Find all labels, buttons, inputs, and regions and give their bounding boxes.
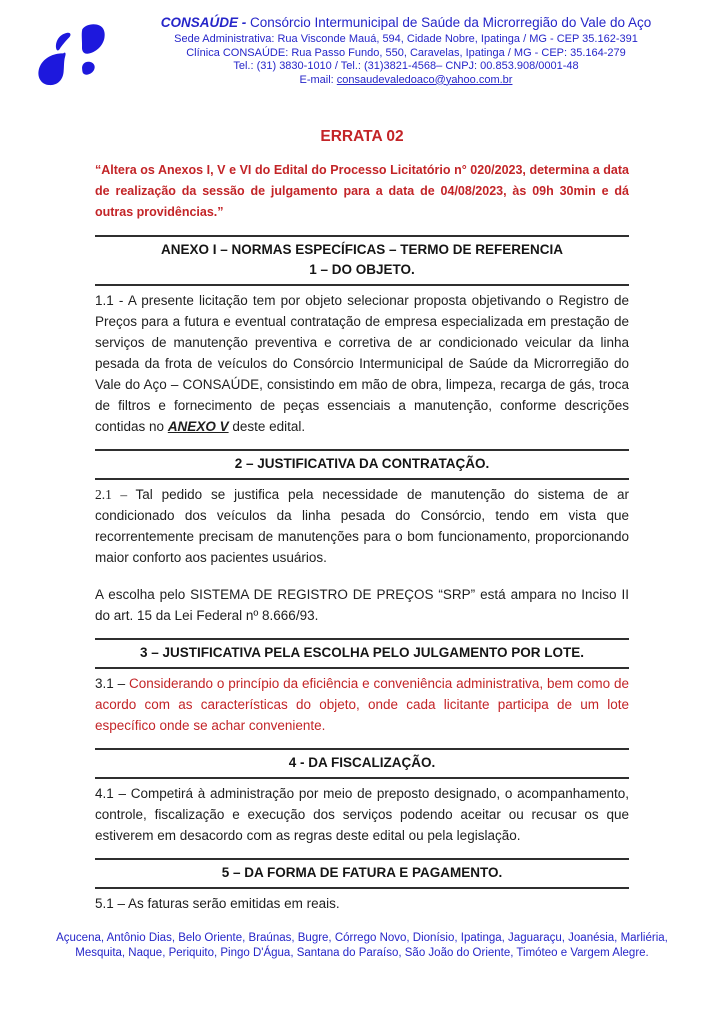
clause-3-1 [95, 673, 629, 736]
clause-3-1-marker: 3.1 – [95, 676, 129, 691]
clause-4-1 [95, 783, 629, 846]
heading-justificativa-contratacao-text: 2 – JUSTIFICATIVA DA CONTRATAÇÃO. [234, 456, 490, 471]
org-name-rest: Consórcio Intermunicipal de Saúde da Microrregião do Vale do Aço [246, 15, 652, 30]
email-link[interactable]: consaudevaledoaco@yahoo.com.br [336, 73, 513, 86]
consaude-logo-icon [34, 22, 108, 92]
heading-fatura-pagamento-text: 5 – DA FORMA DE FATURA E PAGAMENTO. [221, 865, 503, 880]
clause-3-1-text: Considerando o princípio da eficiência e conveniência administrativa, bem como de acordo com as características do objeto, onde cada licitante participa de um lote específico onde se achar conveniente. [95, 676, 629, 733]
clause-1-1 [95, 290, 629, 437]
heading-anexo-i-line1: ANEXO I – NORMAS ESPECÍFICAS – TERMO DE REFERENCIA [160, 242, 564, 257]
phones-cnpj: Tel.: (31) 3830-1010 / Tel.: (31)3821-4568– CNPJ: 00.853.908/0001-48 [233, 60, 579, 72]
heading-do-objeto: 1 – DO OBJETO. [309, 262, 415, 277]
letterhead-text [108, 14, 698, 87]
clause-2-1-marker: 2.1 – [95, 487, 136, 502]
srp-note: A escolha pelo SISTEMA DE REGISTRO DE PREÇOS “SRP” está ampara no Inciso II do art. 15 da Lei Federal nº 8.666/93. [95, 587, 629, 623]
footer-municipalities: Açucena, Antônio Dias, Belo Oriente, Braúnas, Bugre, Córrego Novo, Dionísio, Ipatinga, Jaguaraçu, Joanésia, Marliéria, Mesquita, Naque, Periquito, Pingo D'Água, Santana do Paraíso, São João do Oriente, Timóteo e Vargem Alegre. [56, 932, 668, 959]
anexo-v-reference: ANEXO V [167, 419, 229, 434]
address-clinic: Clínica CONSAÚDE: Rua Passo Fundo, 550, Caravelas, Ipatinga / MG - CEP: 35.164-279 [186, 46, 626, 59]
email-line [114, 74, 698, 88]
clause-5-1-text: As faturas serão emitidas em reais. [128, 896, 340, 911]
clause-2-1-text: Tal pedido se justifica pela necessidade de manutenção do sistema de ar condicionado dos veículos da linha pesada do Consórcio, tendo em vista que recorrentemente precisam de manutenções para o bom funcionamento, proporcionando maior conforto aos pacientes usuários. [95, 487, 629, 565]
clause-1-1-tail: deste edital. [228, 419, 306, 434]
clause-1-1-text: A presente licitação tem por objeto selecionar proposta objetivando o Registro de Preços para a futura e eventual contratação de empresa especializada em prestação de serviços de manutenção preventiva e corretiva de ar condicionado veicular da linha pesada da frota de veículos do Consórcio Intermunicipal de Saúde da Microrregião do Vale do Aço – CONSAÚDE, consistindo em mão de obra, limpeza, recarga de gás, troca de filtros e fornecimento de peças essenciais a manutenção, conforme descrições contidas no [95, 293, 629, 434]
heading-julgamento-por-lote-text: 3 – JUSTIFICATIVA PELA ESCOLHA PELO JULGAMENTO POR LOTE. [139, 645, 585, 660]
heading-fatura-pagamento [95, 858, 629, 889]
clause-1-1-marker: 1.1 - [95, 293, 128, 308]
heading-julgamento-por-lote [95, 638, 629, 669]
clause-5-1-marker: 5.1 – [95, 896, 129, 911]
address-admin: Sede Administrativa: Rua Visconde Mauá, 594, Cidade Nobre, Ipatinga / MG - CEP 35.162-391 [174, 33, 638, 45]
email-label: E-mail: [299, 73, 337, 86]
clause-4-1-marker: 4.1 – [95, 786, 131, 801]
heading-anexo-i [95, 235, 629, 286]
page-title: ERRATA 02 [320, 128, 404, 145]
org-name-bold: CONSAÚDE - [160, 15, 247, 30]
heading-justificativa-contratacao [95, 449, 629, 480]
clause-5-1 [95, 893, 629, 914]
clause-2-1 [95, 484, 629, 568]
letterhead [0, 0, 724, 92]
document-body [95, 128, 629, 914]
clause-4-1-text: Competirá à administração por meio de preposto designado, o acompanhamento, controle, fiscalização e execução dos serviços podendo aceitar ou recusar os que estiverem em desacordo com as regras deste edital ou pela legislação. [95, 786, 629, 843]
org-name [114, 14, 698, 31]
heading-fiscalizacao [95, 748, 629, 779]
errata-summary: “Altera os Anexos I, V e VI do Edital do Processo Licitatório n° 020/2023, determina a data de realização da sessão de julgamento para a data de 04/08/2023, às 09h 30min e dá outras providências.” [95, 163, 629, 219]
heading-fiscalizacao-text: 4 - DA FISCALIZAÇÃO. [288, 755, 436, 770]
